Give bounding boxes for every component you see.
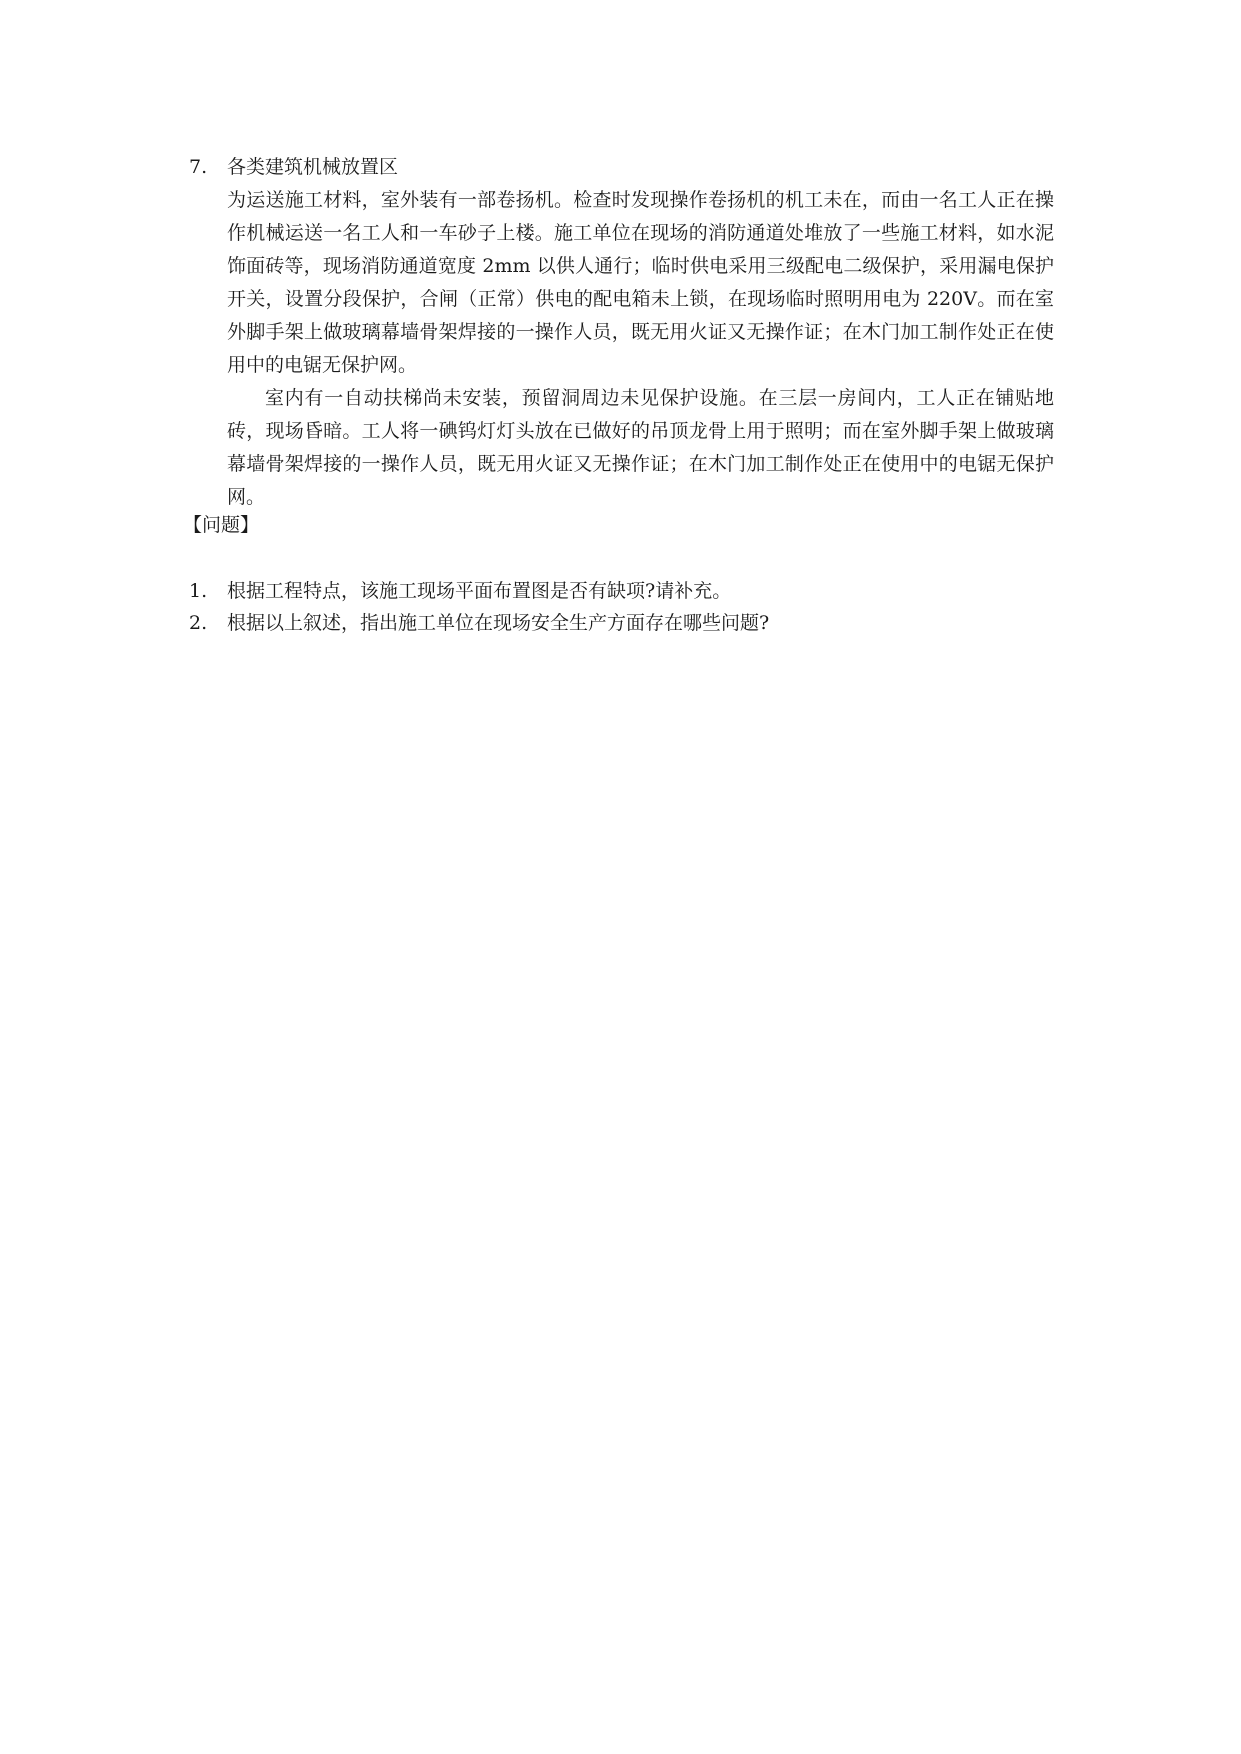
item-number: 7. [189, 156, 208, 178]
question-item [189, 609, 769, 637]
paragraph-2: 室内有一自动扶梯尚未安装，预留洞周边未见保护设施。在三层一房间内，工人正在铺贴地砖，现场昏暗。工人将一碘钨灯灯头放在已做好的吊顶龙骨上用于照明；而在室外脚手架上做玻璃幕墙骨架焊接的一操作人员，既无用火证又无操作证；在木门加工制作处正在使用中的电锯无保护网。 [227, 387, 1054, 508]
question-number: 1. [189, 580, 208, 602]
question-text: 根据以上叙述，指出施工单位在现场安全生产方面存在哪些问题? [227, 612, 770, 634]
item-title: 各类建筑机械放置区 [227, 156, 399, 178]
paragraph-1: 为运送施工材料，室外装有一部卷扬机。检查时发现操作卷扬机的机工未在，而由一名工人正在操作机械运送一名工人和一车砂子上楼。施工单位在现场的消防通道处堆放了一些施工材料，如水泥饰面砖等，现场消防通道宽度 2mm 以供人通行；临时供电采用三级配电二级保护，采用漏电保护开关，设置分段保护，合闸（正常）供电的配电箱未上锁，在现场临时照明用电为 220V。而在室外脚手架上做玻璃幕墙骨架焊接的一操作人员，既无用火证又无操作证；在木门加工制作处正在使用中的电锯无保护网。 [227, 189, 1054, 376]
section-label-questions: 【问题】 [183, 514, 260, 536]
question-text: 根据工程特点，该施工现场平面布置图是否有缺项?请补充。 [227, 580, 732, 602]
item-heading [189, 153, 398, 181]
question-item [189, 577, 731, 605]
question-number: 2. [189, 612, 208, 634]
